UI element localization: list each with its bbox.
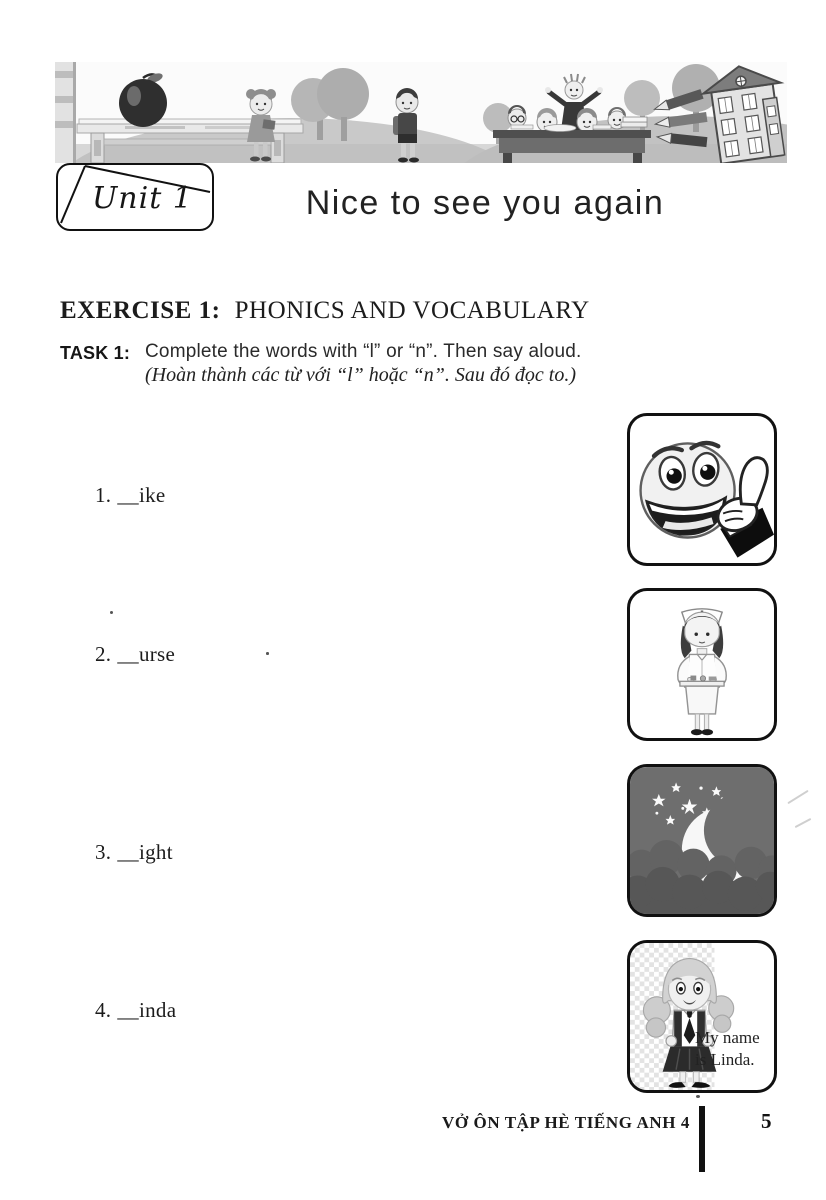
item-number: 2. — [95, 642, 112, 666]
banner-illustration-svg — [55, 62, 787, 163]
word-item-4 — [95, 998, 176, 1023]
unit-label: Unit 1 — [92, 181, 193, 216]
thumbs-up-smiley-icon — [630, 416, 774, 563]
task-instruction: Complete the words with “l” or “n”. Then say aloud. — [145, 341, 582, 362]
exercise-heading-label: EXERCISE 1: — [60, 297, 221, 324]
nurse-icon — [630, 591, 774, 738]
item-number: 4. — [95, 998, 112, 1022]
item-number: 3. — [95, 840, 112, 864]
footer-page-number: 5 — [761, 1109, 772, 1133]
footer-divider-bar — [699, 1106, 705, 1172]
scan-speck — [266, 652, 269, 655]
pencil-mark — [787, 790, 808, 804]
word-item-1 — [95, 483, 166, 508]
pencil-mark — [795, 818, 812, 828]
unit-box — [56, 163, 214, 231]
linda-caption: My name is Linda. — [695, 1028, 760, 1070]
exercise-heading — [60, 297, 590, 325]
item-word-blank[interactable]: __inda — [117, 998, 177, 1022]
item-word-blank[interactable]: __ight — [117, 840, 173, 864]
page-title: Nice to see you again — [305, 184, 665, 222]
item-word-blank[interactable]: __urse — [117, 642, 176, 666]
banner-illustration — [55, 62, 787, 163]
scan-speck — [696, 1095, 700, 1098]
item-number: 1. — [95, 483, 112, 507]
picture-like — [627, 413, 777, 566]
task-translation: (Hoàn thành các từ với “l” hoặc “n”. Sau đó đọc to.) — [145, 364, 577, 386]
picture-linda — [627, 940, 777, 1093]
scan-speck — [110, 611, 113, 614]
word-item-3 — [95, 840, 173, 865]
night-moon-icon — [630, 767, 774, 914]
task-label: TASK 1: — [60, 343, 131, 363]
item-word-blank[interactable]: __ike — [117, 483, 166, 507]
picture-nurse — [627, 588, 777, 741]
exercise-heading-title: PHONICS AND VOCABULARY — [234, 297, 590, 324]
footer-book-title: VỞ ÔN TẬP HÈ TIẾNG ANH 4 — [441, 1113, 690, 1132]
word-item-2 — [95, 642, 175, 667]
picture-night — [627, 764, 777, 917]
